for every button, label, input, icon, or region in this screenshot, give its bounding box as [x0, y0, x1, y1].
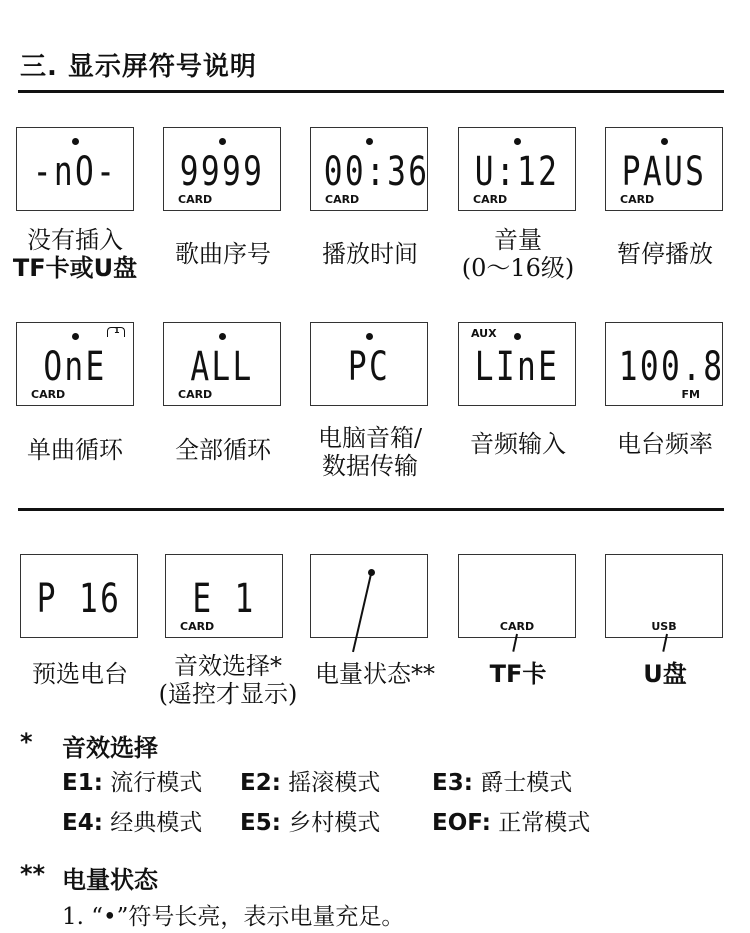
eq-star: *	[20, 728, 33, 756]
caption	[0, 436, 150, 464]
repeat-one-icon: 1	[107, 327, 125, 337]
eq-item: EOF: 正常模式	[432, 810, 591, 836]
lcd-panel-line-in	[458, 322, 576, 406]
lcd-panel-usb	[605, 554, 723, 638]
lcd-panel-time	[310, 127, 428, 211]
lcd-tag: CARD	[178, 193, 213, 206]
caption-line: (0～16级)	[461, 254, 575, 282]
caption-line: 音量	[494, 226, 542, 254]
lcd-panel-tf	[458, 554, 576, 638]
lcd-display: 00:36	[323, 149, 430, 195]
eq-item: E1: 流行模式	[62, 770, 203, 796]
battery-heading: 电量状态	[62, 866, 158, 894]
caption	[295, 240, 445, 268]
caption	[443, 660, 593, 688]
lcd-tag: CARD	[178, 388, 213, 401]
lcd-tag: CARD	[473, 193, 508, 206]
caption-line: 音效选择*	[174, 652, 282, 680]
lcd-panel-pc	[310, 322, 428, 406]
eq-item: E5: 乡村模式	[240, 810, 381, 836]
lcd-panel-repeat-all	[163, 322, 281, 406]
battery-star: **	[20, 860, 46, 888]
caption-line: U盘	[643, 660, 687, 688]
title-divider	[18, 90, 724, 93]
caption-line: 电台频率	[617, 430, 713, 458]
lcd-tag: CARD	[499, 620, 535, 633]
caption-line: 暂停播放	[617, 240, 713, 268]
caption-line: 单曲循环	[27, 436, 123, 464]
caption	[295, 424, 445, 480]
lcd-panel-battery	[310, 554, 428, 638]
lcd-tag: USB	[651, 620, 677, 633]
indicator-dot	[219, 138, 226, 145]
lcd-display: ALL	[190, 344, 254, 390]
lcd-panel-track	[163, 127, 281, 211]
lcd-display: OnE	[43, 344, 107, 390]
lcd-panel-preset	[20, 554, 138, 638]
lcd-display: E 1	[192, 576, 256, 622]
caption	[0, 226, 150, 282]
lcd-display: PAUS	[621, 149, 707, 195]
indicator-dot	[514, 333, 521, 340]
lcd-panel-no-media	[16, 127, 134, 211]
lcd-panel-repeat-one	[16, 322, 134, 406]
caption	[148, 240, 298, 268]
indicator-dot	[366, 333, 373, 340]
eq-item: E3: 爵士模式	[432, 770, 573, 796]
indicator-dot	[661, 138, 668, 145]
caption-line: 电脑音箱/	[317, 424, 423, 452]
caption-line: TF卡或U盘	[12, 254, 138, 282]
section-divider	[18, 508, 724, 511]
lcd-display: PC	[347, 344, 391, 390]
lcd-display: 9999	[179, 149, 265, 195]
caption-line: 音频输入	[470, 430, 566, 458]
caption-line: 播放时间	[322, 240, 418, 268]
caption-line: 电量状态**	[315, 660, 435, 688]
caption-line: 歌曲序号	[175, 240, 271, 268]
caption-line: 全部循环	[175, 436, 271, 464]
indicator-dot	[514, 138, 521, 145]
caption	[443, 226, 593, 282]
lcd-tag: CARD	[180, 620, 215, 633]
section-title: 三. 显示屏符号说明	[20, 52, 257, 82]
aux-label: AUX	[471, 327, 497, 340]
lcd-display: -nO-	[32, 149, 118, 195]
caption	[148, 436, 298, 464]
caption	[5, 660, 155, 688]
caption-line: (遥控才显示)	[158, 680, 298, 708]
lcd-tag: CARD	[31, 388, 66, 401]
lcd-panel-fm	[605, 322, 723, 406]
caption-line: 数据传输	[322, 452, 418, 480]
caption	[590, 430, 740, 458]
caption-line: 预选电台	[32, 660, 128, 688]
caption	[443, 430, 593, 458]
eq-item: E2: 摇滚模式	[240, 770, 381, 796]
battery-line: 1. “•”符号长亮，表示电量充足。	[62, 904, 405, 930]
lcd-tag: CARD	[325, 193, 360, 206]
indicator-dot	[72, 138, 79, 145]
caption	[148, 652, 308, 708]
indicator-dot	[219, 333, 226, 340]
caption	[300, 660, 450, 688]
eq-item: E4: 经典模式	[62, 810, 203, 836]
lcd-tag: FM	[681, 388, 700, 401]
caption	[590, 240, 740, 268]
lcd-panel-pause	[605, 127, 723, 211]
lcd-panel-volume	[458, 127, 576, 211]
indicator-dot	[72, 333, 79, 340]
lcd-display: LInE	[474, 344, 560, 390]
indicator-dot	[366, 138, 373, 145]
lcd-panel-eq	[165, 554, 283, 638]
eq-heading: 音效选择	[62, 734, 158, 762]
caption	[590, 660, 740, 688]
caption-line: 没有插入	[27, 226, 123, 254]
lcd-display: U:12	[474, 149, 560, 195]
lcd-display: P 16	[36, 576, 122, 622]
lcd-display: 100.8	[618, 344, 725, 390]
caption-line: TF卡	[489, 660, 547, 688]
lcd-tag: CARD	[620, 193, 655, 206]
